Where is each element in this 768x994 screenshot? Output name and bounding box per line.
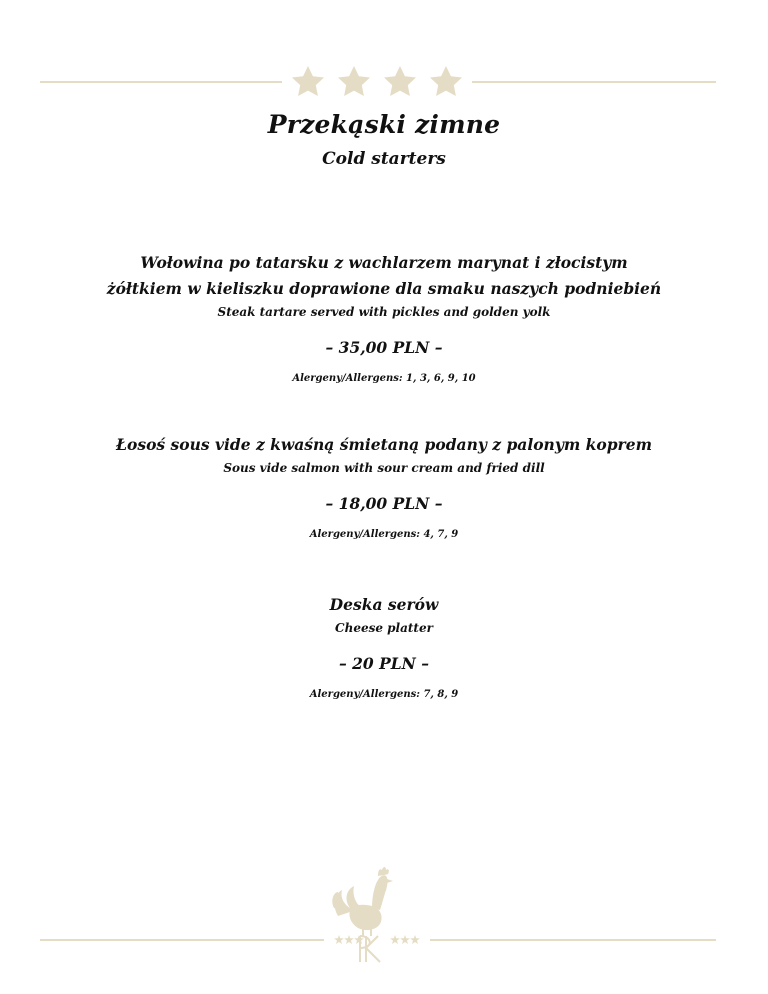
item-allergens: Alergeny/Allergens: 7, 8, 9 (309, 689, 459, 700)
item-name-en: Sous vide salmon with sour cream and fried dill (223, 461, 545, 475)
top-rule-left (40, 81, 282, 83)
item-name-pl: Deska serów (329, 595, 439, 614)
top-rule-right (472, 81, 716, 83)
menu-item-steak-tartare (0, 250, 768, 384)
item-name-pl: Łosoś sous vide z kwaśną śmietaną podany z palonym koprem (116, 435, 652, 454)
menu-item-cheese-platter (0, 592, 768, 700)
star-icon (292, 66, 324, 96)
section-title: Przekąski zimne (267, 110, 501, 139)
bottom-rule-left (40, 939, 324, 941)
menu-item-salmon (0, 432, 768, 540)
star-icon (338, 66, 370, 96)
bottom-rule-right (430, 939, 716, 941)
section-subtitle: Cold starters (322, 149, 446, 169)
menu-section-header (0, 110, 768, 169)
item-allergens: Alergeny/Allergens: 4, 7, 9 (309, 529, 459, 540)
item-price: – 18,00 PLN – (325, 494, 443, 513)
item-price: – 20 PLN – (339, 654, 429, 673)
item-price: – 35,00 PLN – (325, 338, 443, 357)
item-name-en: Steak tartare served with pickles and golden yolk (217, 305, 551, 319)
header-stars-icon (286, 60, 468, 100)
star-icon (430, 66, 462, 96)
item-name-pl: żółtkiem w kieliszku doprawione dla smaku naszych podniebień (106, 279, 662, 298)
small-stars-right-icon (390, 930, 420, 950)
item-name-en: Cheese platter (335, 621, 433, 635)
star-icon (384, 66, 416, 96)
item-allergens: Alergeny/Allergens: 1, 3, 6, 9, 10 (292, 373, 476, 384)
item-name-pl: Wołowina po tatarsku z wachlarzem marynat i złocistym (140, 253, 628, 272)
